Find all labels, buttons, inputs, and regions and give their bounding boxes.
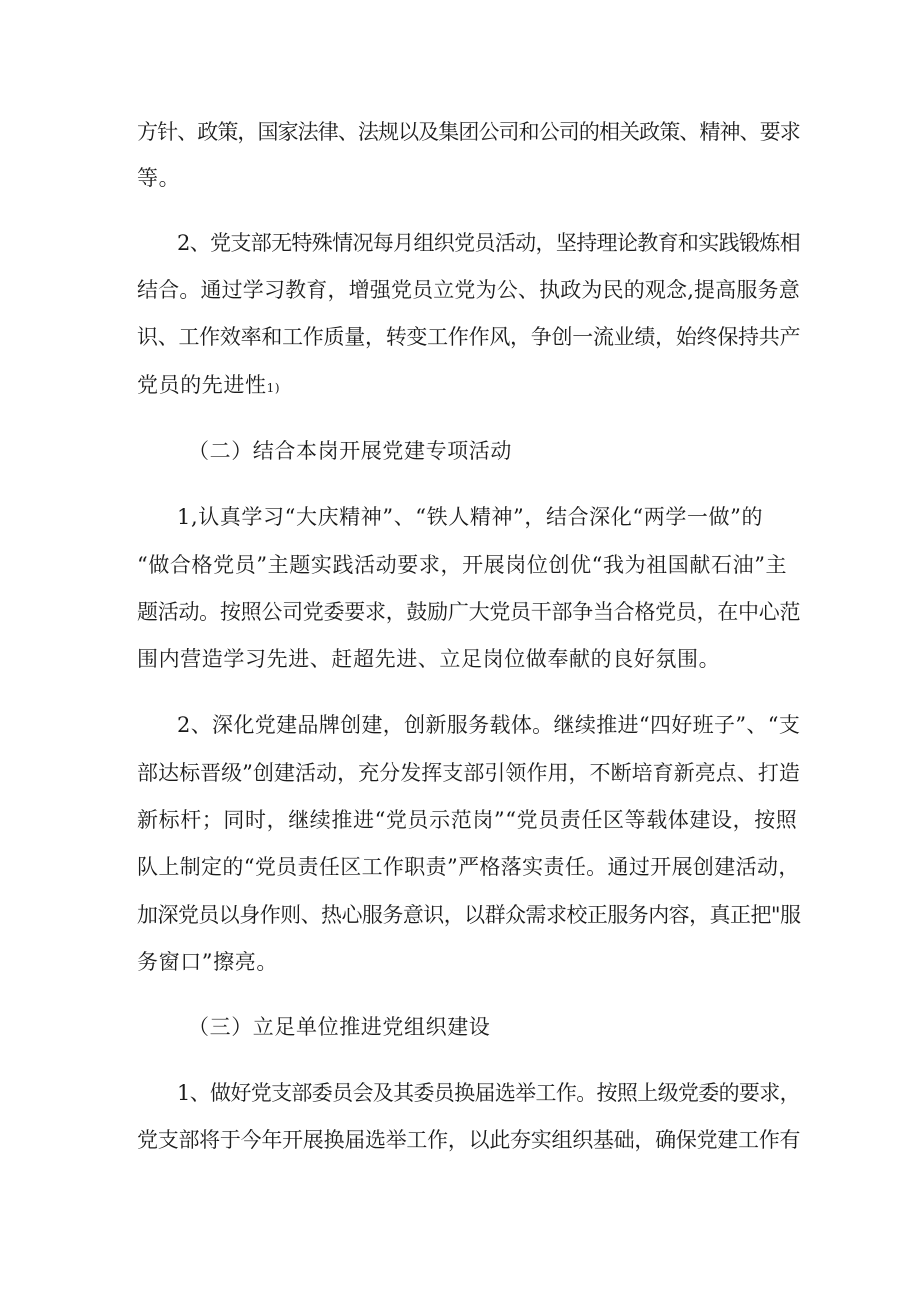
section-heading: （二）结合本岗开展党建专项活动 bbox=[188, 439, 512, 463]
paragraph-line: 1、做好党支部委员会及其委员换届选举工作。按照上级党委的要求， bbox=[177, 1081, 800, 1105]
paragraph-line: 识、工作效率和工作质量，转变工作作风，争创一流业绩，始终保持共产 bbox=[137, 325, 801, 349]
paragraph-line: 新标杆；同时，继续推进“党员示范岗”“党员责任区等载体建设，按照 bbox=[137, 808, 798, 832]
paragraph-line: 2、深化党建品牌创建，创新服务载体。继续推进“四好班子”、“支 bbox=[177, 713, 801, 737]
paragraph-line: 加深党员以身作则、热心服务意识，以群众需求校正服务内容，真正把"服 bbox=[137, 903, 801, 927]
paragraph-line: 方针、政策，国家法律、法规以及集团公司和公司的相关政策、精神、要求 bbox=[137, 120, 800, 144]
line-text: 党员的先进性 bbox=[137, 373, 267, 397]
paragraph-line: 1,认真学习“大庆精神”、“铁人精神”，结合深化“两学一做”的 bbox=[177, 505, 764, 529]
paragraph-line: 队上制定的“党员责任区工作职责”严格落实责任。通过开展创建活动， bbox=[137, 855, 800, 879]
paragraph-line: 务窗口”擦亮。 bbox=[137, 950, 278, 974]
paragraph-line: 等。 bbox=[137, 166, 181, 190]
paragraph-line: 党支部将于今年开展换届选举工作，以此夯实组织基础，确保党建工作有 bbox=[137, 1128, 801, 1152]
paragraph-line: 部达标晋级”创建活动，充分发挥支部引领作用，不断培育新亮点、打造 bbox=[137, 761, 800, 785]
paragraph-line: 围内营造学习先进、赶超先进、立足岗位做奉献的良好氛围。 bbox=[137, 647, 721, 671]
section-heading: （三）立足单位推进党组织建设 bbox=[188, 1015, 491, 1039]
paragraph-line bbox=[137, 371, 280, 402]
paragraph-line: 结合。通过学习教育，增强党员立党为公、执政为民的观念,提高服务意 bbox=[137, 278, 800, 302]
paragraph-line: 题活动。按照公司党委要求，鼓励广大党员干部争当合格党员，在中心范 bbox=[137, 600, 801, 624]
paragraph-line: 2、党支部无特殊情况每月组织党员活动，坚持理论教育和实践锻炼相 bbox=[177, 231, 800, 255]
paragraph-line: “做合格党员”主题实践活动要求，开展岗位创优“我为祖国献石油”主 bbox=[137, 553, 788, 577]
footnote-marker: 1) bbox=[266, 381, 281, 395]
